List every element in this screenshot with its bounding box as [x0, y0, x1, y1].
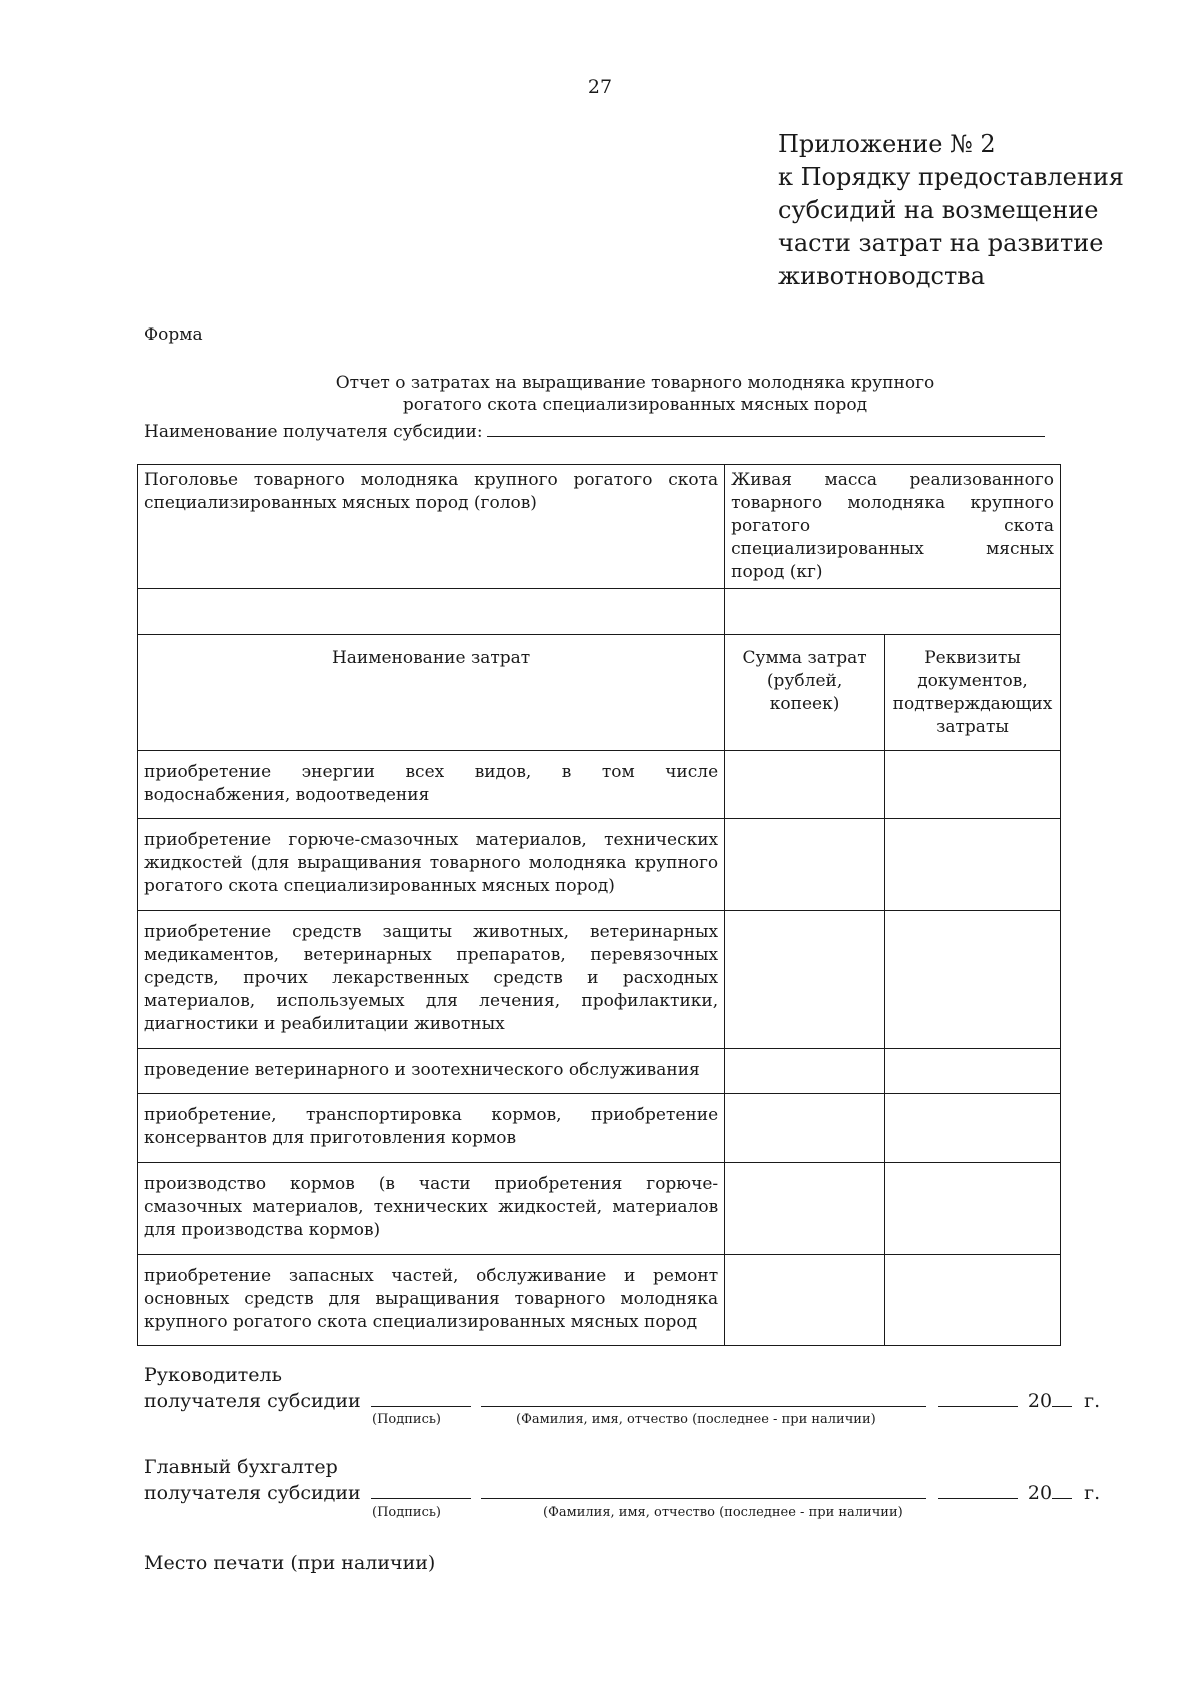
- head-fullname-field[interactable]: [481, 1388, 926, 1407]
- cost-sum-header: Сумма затрат (рублей, копеек): [725, 635, 885, 751]
- head-recipient-label: получателя субсидии: [144, 1390, 361, 1412]
- appendix-line: к Порядку предоставления: [778, 163, 1124, 191]
- cost-sum-cell[interactable]: [725, 1163, 885, 1255]
- cost-sum-cell[interactable]: [725, 751, 885, 819]
- head-name-caption: (Фамилия, имя, отчество (последнее - при наличии): [516, 1412, 876, 1427]
- recipient-name-field[interactable]: [487, 420, 1045, 437]
- accountant-year: 20: [1027, 1482, 1053, 1504]
- cost-name-header: Наименование затрат: [138, 635, 725, 751]
- head-date-field[interactable]: [938, 1388, 1018, 1407]
- cost-sum-cell[interactable]: [725, 1255, 885, 1346]
- appendix-line: субсидий на возмещение: [778, 196, 1099, 224]
- table-row: [138, 1163, 1061, 1255]
- accountant-signature-block: [144, 1454, 1100, 1506]
- page-number: 27: [587, 76, 613, 98]
- head-signature-row: [144, 1388, 1100, 1414]
- accountant-signature-row: [144, 1480, 1100, 1506]
- cost-item: приобретение запасных частей, обслуживание и ремонт основных средств для выращивания товарного молодняка крупного рогатого скота специализированных мясных пород: [138, 1255, 725, 1346]
- head-year-field[interactable]: [1052, 1388, 1072, 1407]
- head-year: 20: [1027, 1390, 1053, 1412]
- cost-sum-cell[interactable]: [725, 819, 885, 911]
- head-signature-block: [144, 1362, 1100, 1414]
- head-year-suffix: г.: [1084, 1390, 1101, 1412]
- accountant-signature-caption: (Подпись): [372, 1505, 441, 1520]
- documents-cell[interactable]: [884, 1094, 1060, 1163]
- livestock-count-header: Поголовье товарного молодняка крупного рогатого скота специализированных мясных пород (голов): [138, 465, 725, 589]
- accountant-title: Главный бухгалтер: [144, 1456, 338, 1478]
- documents-cell[interactable]: [884, 1049, 1060, 1094]
- head-signature-field[interactable]: [371, 1388, 471, 1407]
- accountant-year-suffix: г.: [1084, 1482, 1101, 1504]
- accountant-date-field[interactable]: [938, 1480, 1018, 1499]
- costs-table: [137, 464, 1061, 1346]
- recipient-label: Наименование получателя субсидии:: [144, 422, 483, 442]
- cost-item: приобретение горюче-смазочных материалов, технических жидкостей (для выращивания товарного молодняка крупного рогатого скота специализированных мясных пород): [138, 819, 725, 911]
- cost-item: приобретение энергии всех видов, в том числе водоснабжения, водоотведения: [138, 751, 725, 819]
- accountant-year-field[interactable]: [1052, 1480, 1072, 1499]
- appendix-line: животноводства: [778, 262, 986, 290]
- cost-item: приобретение средств защиты животных, ветеринарных медикаментов, ветеринарных препаратов, перевязочных средств, прочих лекарственных средств и расходных материалов, используемых для лечения, профилактики, диагностики и реабилитации животных: [138, 911, 725, 1049]
- table-row: [138, 819, 1061, 911]
- documents-cell[interactable]: [884, 1163, 1060, 1255]
- head-title: Руководитель: [144, 1364, 282, 1386]
- cost-item: приобретение, транспортировка кормов, приобретение консервантов для приготовления кормов: [138, 1094, 725, 1163]
- seal-place: Место печати (при наличии): [144, 1552, 436, 1574]
- table-row: [138, 1255, 1061, 1346]
- appendix-line: Приложение № 2: [778, 130, 996, 158]
- documents-cell[interactable]: [884, 819, 1060, 911]
- accountant-name-caption: (Фамилия, имя, отчество (последнее - при наличии): [543, 1505, 903, 1520]
- cost-sum-cell[interactable]: [725, 1094, 885, 1163]
- cost-sum-cell[interactable]: [725, 911, 885, 1049]
- cost-sum-cell[interactable]: [725, 1049, 885, 1094]
- accountant-recipient-label: получателя субсидии: [144, 1482, 361, 1504]
- table-row: [138, 1049, 1061, 1094]
- cost-item: проведение ветеринарного и зоотехнического обслуживания: [138, 1049, 725, 1094]
- table-row: [138, 1094, 1061, 1163]
- head-signature-caption: (Подпись): [372, 1412, 441, 1427]
- accountant-signature-field[interactable]: [371, 1480, 471, 1499]
- documents-cell[interactable]: [884, 751, 1060, 819]
- table-row: [138, 911, 1061, 1049]
- table-columns-row: [138, 635, 1061, 751]
- recipient-name-row: [144, 420, 1045, 442]
- appendix-line: части затрат на развитие: [778, 229, 1104, 257]
- documents-cell[interactable]: [884, 911, 1060, 1049]
- report-title-line: рогатого скота специализированных мясных пород: [402, 395, 868, 415]
- documents-header: Реквизиты документов, подтверждающих затраты: [884, 635, 1060, 751]
- table-row: [138, 751, 1061, 819]
- table-header-row: [138, 465, 1061, 589]
- form-label: Форма: [144, 325, 203, 345]
- accountant-fullname-field[interactable]: [481, 1480, 926, 1499]
- report-title: [200, 372, 1070, 416]
- live-weight-cell[interactable]: [725, 589, 1061, 635]
- report-title-line: Отчет о затратах на выращивание товарного молодняка крупного: [335, 373, 935, 393]
- cost-item: производство кормов (в части приобретения горюче-смазочных материалов, технических жидкостей, материалов для производства кормов): [138, 1163, 725, 1255]
- livestock-count-cell[interactable]: [138, 589, 725, 635]
- appendix-header: [778, 128, 1178, 293]
- documents-cell[interactable]: [884, 1255, 1060, 1346]
- table-values-row: [138, 589, 1061, 635]
- live-weight-header: Живая масса реализованного товарного молодняка крупного рогатого скота специализированных мясных пород (кг): [725, 465, 1061, 589]
